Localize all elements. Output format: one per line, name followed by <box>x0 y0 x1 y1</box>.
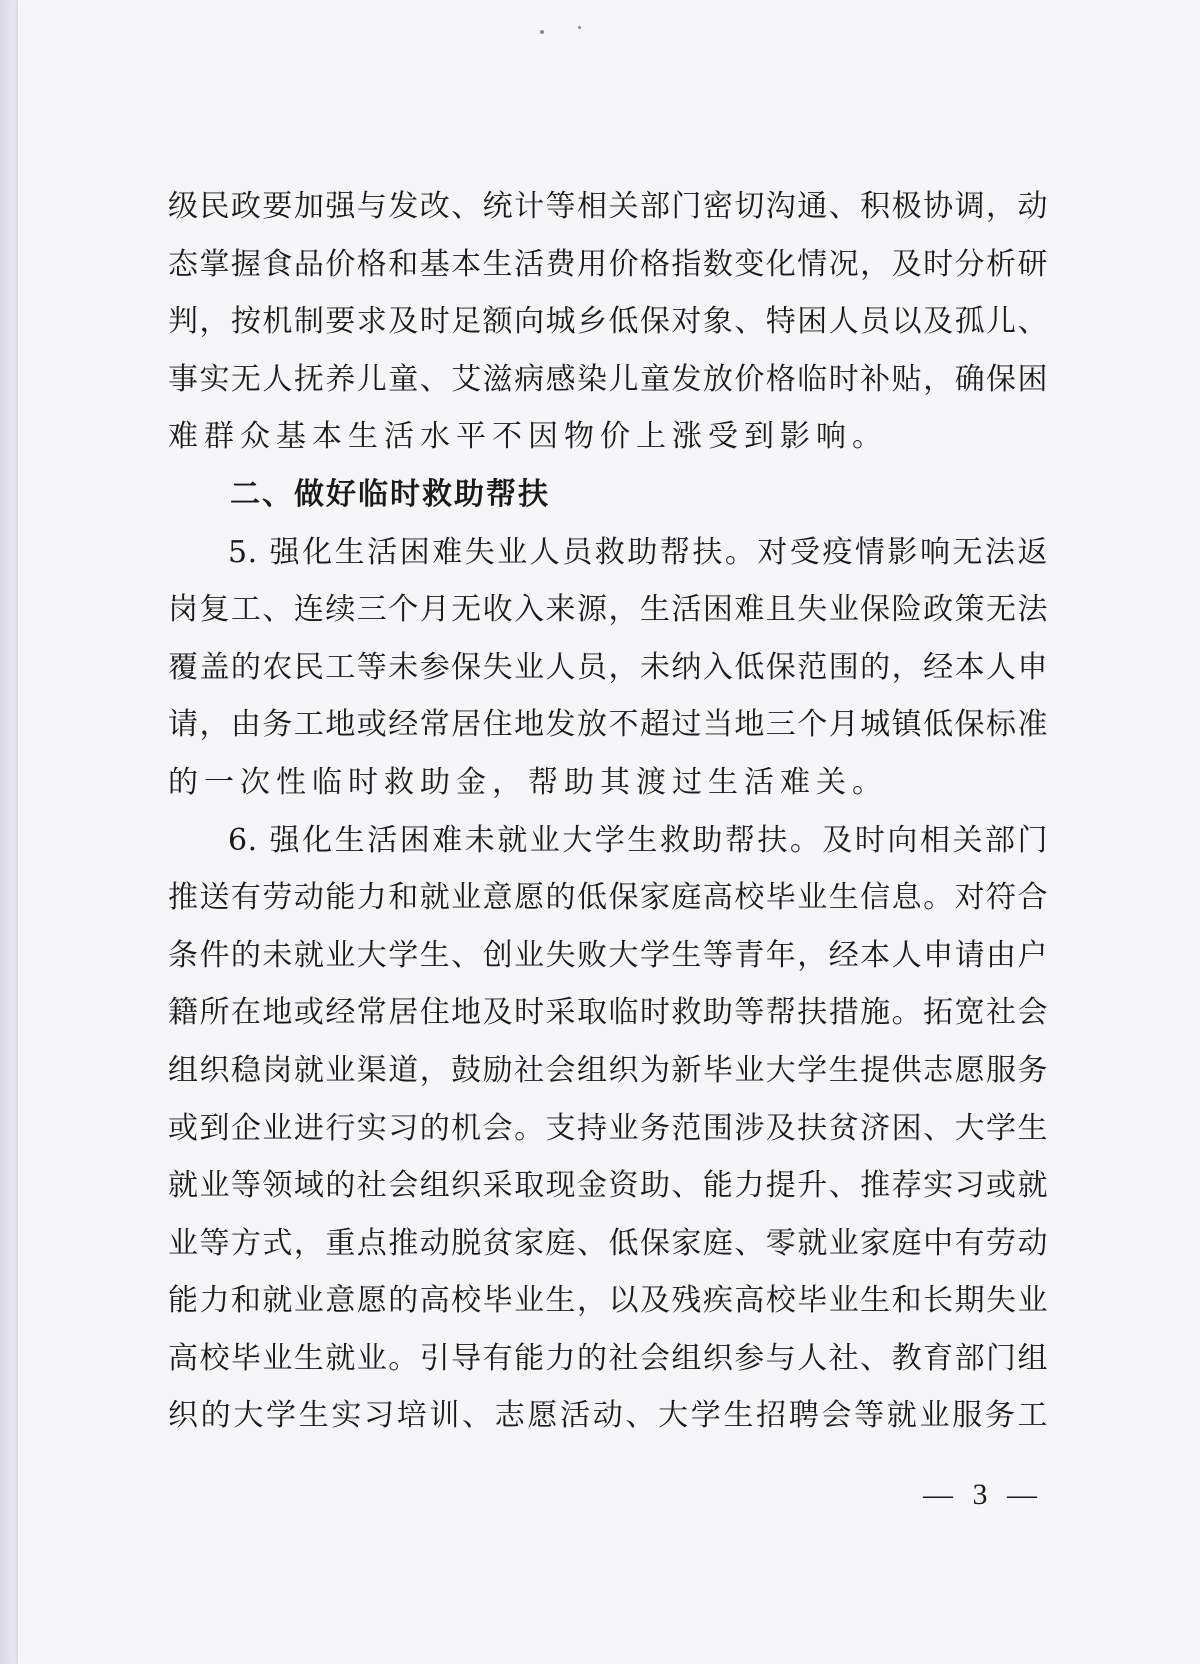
page-number: — 3 — <box>923 1478 1043 1511</box>
text-line: 态掌握食品价格和基本生活费用价格指数变化情况，及时分析研 <box>168 246 1048 282</box>
text-line: 或到企业进行实习的机会。支持业务范围涉及扶贫济困、大学生 <box>168 1110 1048 1146</box>
text-line: 条件的未就业大学生、创业失败大学生等青年，经本人申请由户 <box>168 937 1048 973</box>
text-line: 判，按机制要求及时足额向城乡低保对象、特困人员以及孤儿、 <box>168 304 1048 340</box>
scan-speck <box>540 30 544 34</box>
scan-left-margin <box>0 0 18 1664</box>
text-line: 高校毕业生就业。引导有能力的社会组织参与人社、教育部门组 <box>168 1340 1048 1376</box>
paragraph-start: 5. 强化生活困难失业人员救助帮扶。对受疫情影响无法返 <box>228 534 1048 570</box>
text-line: 级民政要加强与发改、统计等相关部门密切沟通、积极协调，动 <box>168 189 1048 224</box>
document-page <box>18 0 1200 1664</box>
text-line: 推送有劳动能力和就业意愿的低保家庭高校毕业生信息。对符合 <box>168 880 1048 916</box>
text-line: 事实无人抚养儿童、艾滋病感染儿童发放价格临时补贴，确保困 <box>168 361 1048 397</box>
text-line: 覆盖的农民工等未参保失业人员，未纳入低保范围的，经本人申 <box>168 649 1048 685</box>
text-line: 岗复工、连续三个月无收入来源，生活困难且失业保险政策无法 <box>168 592 1048 628</box>
text-line: 组织稳岗就业渠道，鼓励社会组织为新毕业大学生提供志愿服务 <box>168 1052 1048 1088</box>
text-line: 织的大学生实习培训、志愿活动、大学生招聘会等就业服务工 <box>168 1398 1048 1434</box>
section-heading: 二、做好临时救助帮扶 <box>230 476 550 512</box>
text-line: 难群众基本生活水平不因物价上涨受到影响。 <box>168 419 888 455</box>
scan-speck <box>578 26 581 29</box>
paragraph-start: 6. 强化生活困难未就业大学生救助帮扶。及时向相关部门 <box>228 822 1048 858</box>
text-line: 业等方式，重点推动脱贫家庭、低保家庭、零就业家庭中有劳动 <box>168 1225 1048 1261</box>
text-line: 籍所在地或经常居住地及时采取临时救助等帮扶措施。拓宽社会 <box>168 995 1048 1031</box>
text-line: 的一次性临时救助金，帮助其渡过生活难关。 <box>168 764 888 800</box>
text-line: 请，由务工地或经常居住地发放不超过当地三个月城镇低保标准 <box>168 707 1048 743</box>
body-text <box>168 178 1048 1445</box>
text-line: 就业等领域的社会组织采取现金资助、能力提升、推荐实习或就 <box>168 1168 1048 1204</box>
text-line: 能力和就业意愿的高校毕业生，以及残疾高校毕业生和长期失业 <box>168 1283 1048 1319</box>
